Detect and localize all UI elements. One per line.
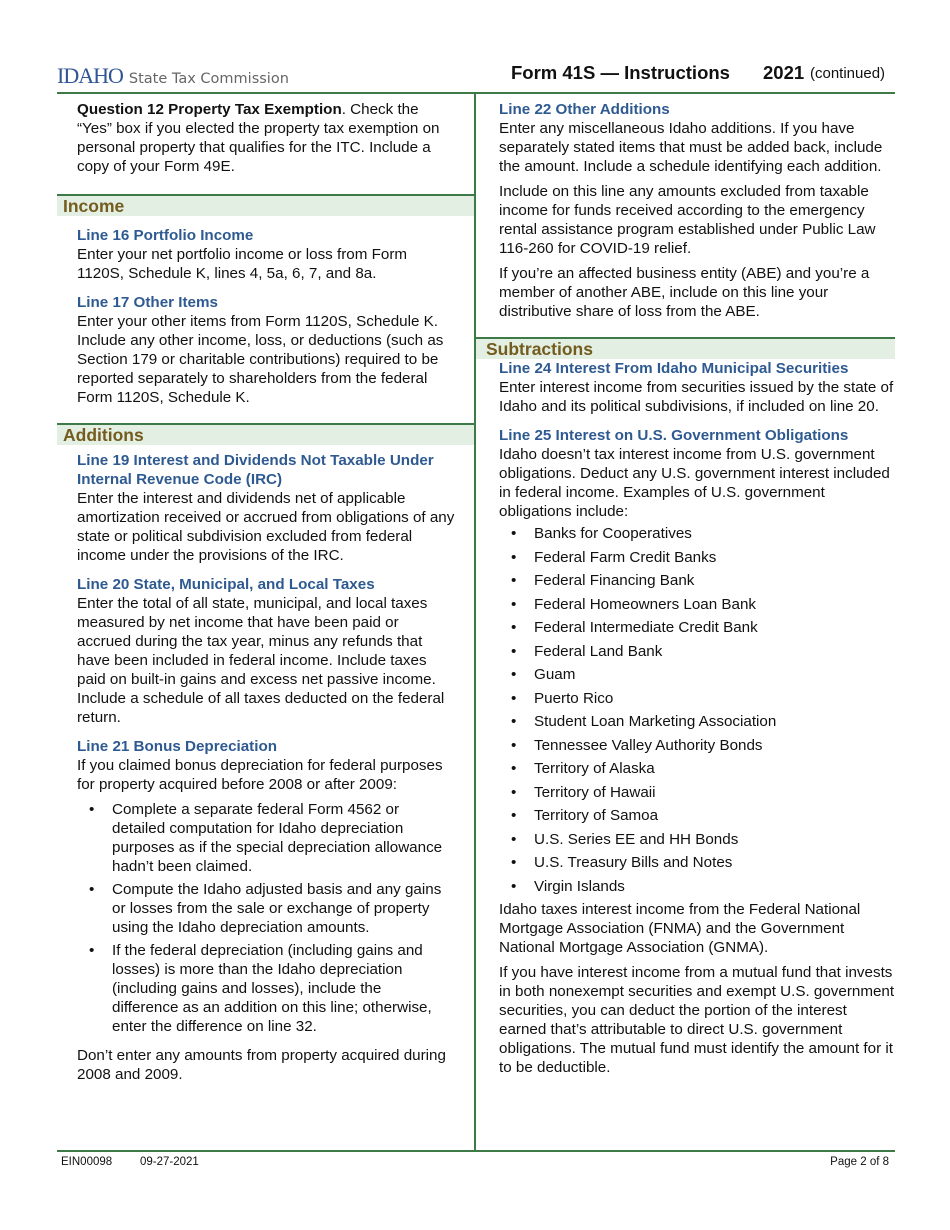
page-number: Page 2 of 8: [830, 1156, 889, 1168]
section-additions: Additions: [57, 423, 474, 445]
list-item: • Puerto Rico: [499, 689, 895, 708]
line-22-paragraph-2: Include on this line any amounts excluded from taxable income for funds received according to the emergency rental assistance program established under Public Law 116-260 for COVID-19 relief.: [499, 183, 876, 257]
list-item: • Tennessee Valley Authority Bonds: [499, 736, 895, 755]
line-16-heading: Line 16 Portfolio Income: [77, 227, 254, 244]
list-item: • Student Loan Marketing Association: [499, 712, 895, 731]
list-item: • U.S. Treasury Bills and Notes: [499, 853, 895, 872]
idaho-logo: [57, 63, 289, 89]
page-header: [57, 58, 895, 94]
line-21-outro: Don’t enter any amounts from property acquired during 2008 and 2009.: [77, 1047, 446, 1083]
list-item: • Virgin Islands: [499, 877, 895, 896]
logo-mark: IDAHO: [57, 63, 123, 88]
line-17-text: Enter your other items from Form 1120S, Schedule K. Include any other income, loss, or deductions (such as Section 179 or charitable contributions) required to be reported separately to shareholders from the federal Form 1120S, Schedule K.: [77, 313, 444, 406]
line-22-heading: Line 22 Other Additions: [499, 101, 670, 118]
list-item: • Federal Homeowners Loan Bank: [499, 595, 895, 614]
line-25-paragraph-2: Idaho taxes interest income from the Federal National Mortgage Association (FNMA) and the Government National Mortgage Association (GNMA).: [499, 901, 861, 956]
continued-label: (continued): [810, 65, 886, 82]
list-item: • Federal Farm Credit Banks: [499, 548, 895, 567]
list-item: • Territory of Alaska: [499, 759, 895, 778]
list-item: • U.S. Series EE and HH Bonds: [499, 830, 895, 849]
page-footer: [57, 1150, 895, 1170]
question-12-paragraph: [57, 100, 474, 176]
form-title: Form 41S — Instructions: [511, 62, 730, 83]
line-21-bullet-list: [57, 800, 474, 1036]
line-16-text: Enter your net portfolio income or loss from Form 1120S, Schedule K, lines 4, 5a, 6, 7, and 8a.: [77, 246, 408, 282]
line-25-paragraph-3: If you have interest income from a mutual fund that invests in both nonexempt securities and exempt U.S. government securities, you can deduct the portion of the interest earned that’s attributable to direct U.S. government obligations. The mutual fund must identify the amount for it to be deductible.: [499, 964, 895, 1076]
question-12-heading: Question 12 Property Tax Exemption: [77, 101, 342, 118]
list-item: • Federal Intermediate Credit Bank: [499, 618, 895, 637]
line-24-text: Enter interest income from securities issued by the state of Idaho and its political subdivisions, if included on line 20.: [499, 379, 894, 415]
line-25-heading: Line 25 Interest on U.S. Government Obligations: [499, 427, 849, 444]
line-22-paragraph-1: Enter any miscellaneous Idaho additions. If you have separately stated items that must be added back, include the amount. Include a schedule identifying each addition.: [499, 120, 883, 175]
line-25-bullet-list: [476, 524, 895, 896]
line-21-intro: If you claimed bonus depreciation for federal purposes for property acquired before 2008 or after 2009:: [77, 757, 443, 793]
section-subtractions: Subtractions: [476, 337, 895, 359]
list-item: • Compute the Idaho adjusted basis and any gains or losses from the sale or exchange of property using the Idaho depreciation amounts.: [77, 880, 446, 937]
list-item: • Federal Land Bank: [499, 642, 895, 661]
logo-text: State Tax Commission: [128, 71, 289, 87]
line-19-text: Enter the interest and dividends net of applicable amortization received or accrued from obligations of any state or political subdivision excluded from federal income under the provisions of the IRC.: [77, 490, 455, 564]
line-21-heading: Line 21 Bonus Depreciation: [77, 738, 278, 755]
right-column: [476, 94, 895, 1077]
list-item: • Banks for Cooperatives: [499, 524, 895, 543]
line-22-paragraph-3: If you’re an affected business entity (ABE) and you’re a member of another ABE, include on this line your distributive share of loss from the ABE.: [499, 265, 870, 320]
line-19-heading: Line 19 Interest and Dividends Not Taxable Under Internal Revenue Code (IRC): [77, 452, 434, 488]
revision-date: 09-27-2021: [140, 1156, 199, 1168]
line-17-heading: Line 17 Other Items: [77, 294, 218, 311]
list-item: • Territory of Samoa: [499, 806, 895, 825]
form-year: 2021: [763, 62, 805, 83]
line-25-intro: Idaho doesn’t tax interest income from U.S. government obligations. Deduct any U.S. government interest included in federal income. Examples of U.S. government obligations include:: [499, 446, 890, 520]
list-item: • Guam: [499, 665, 895, 684]
list-item: • Complete a separate federal Form 4562 or detailed computation for Idaho depreciation purposes as if the special depreciation allowance hadn’t been claimed.: [77, 800, 446, 876]
section-income: Income: [57, 194, 474, 216]
line-24-heading: Line 24 Interest From Idaho Municipal Securities: [499, 360, 849, 377]
list-item: • If the federal depreciation (including gains and losses) is more than the Idaho depreciation (including gains and losses), include the difference as an addition on this line; otherwise, enter the difference on line 32.: [77, 941, 446, 1036]
line-20-heading: Line 20 State, Municipal, and Local Taxes: [77, 576, 375, 593]
list-item: • Federal Financing Bank: [499, 571, 895, 590]
document-code: EIN00098: [61, 1156, 113, 1168]
question-12-text: . Check the “Yes” box if you elected the property tax exemption on personal property that qualifies for the ITC. Include a copy of your Form 49E.: [77, 101, 440, 175]
list-item: • Territory of Hawaii: [499, 783, 895, 802]
left-column: [57, 94, 474, 1084]
line-20-text: Enter the total of all state, municipal, and local taxes measured by net income that have been paid or accrued during the tax year, minus any refunds that have been included in federal income. Include taxes paid on built-in gains and excess net passive income. Include a schedule of all taxes deducted on the federal return.: [77, 595, 445, 726]
